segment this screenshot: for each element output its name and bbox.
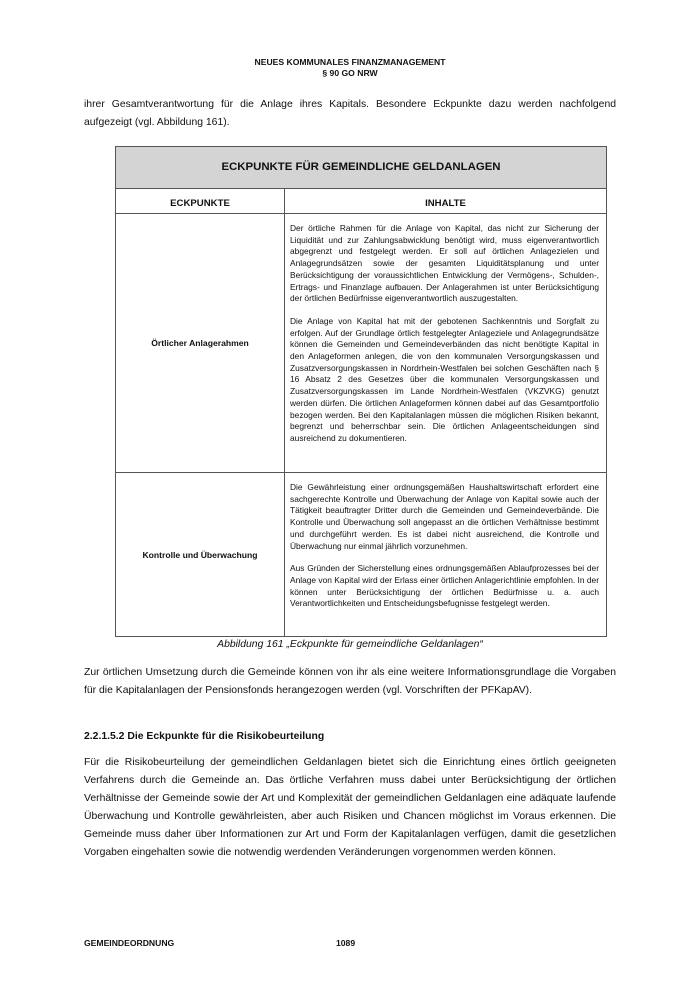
body-paragraph: Zur örtlichen Umsetzung durch die Gemeinde können von ihr als eine weitere Informationsgrundlage die Vorgaben für die Kapitalanlagen der Pensionsfonds herangezogen werden (vgl. Vorschriften der PFKapAV). bbox=[84, 667, 616, 696]
table-title: ECKPUNKTE FÜR GEMEINDLICHE GELDANLAGEN bbox=[116, 147, 606, 189]
eckpunkte-table bbox=[115, 146, 607, 637]
body-paragraph: Für die Risikobeurteilung der gemeindlichen Geldanlagen bietet sich die Einrichtung eines örtlich geeigneten Verfahrens durch die Gemeinde an. Das örtliche Verfahren muss dabei unter Berücksichtigung der örtlichen Verhältnisse der Gemeinde sowie der Art und Komplexität der gemeindlichen Geldanlagen eine adäquate laufende Überwachung und Kontrolle gewährleisten, aber auch Risiken und Chancen möglichst im Voraus erkennen. Die Gemeinde muss daher über Informationen zur Art und Form der Kapitalanlagen verfügen, damit die gesetzlichen Vorgaben eingehalten sowie die notwendig werdenden Veränderungen vorgenommen werden können. bbox=[84, 757, 616, 858]
row-paragraph: Der örtliche Rahmen für die Anlage von Kapital, das nicht zur Sicherung der Liquidität und zur Zahlungsabwicklung benötigt wird, muss eigenverantwortlich abgegrenzt und festgelegt werden. Er soll auf örtlichen Anlagezielen und Anlagegrundsätzen sowie der gesamten Liquiditätsplanung und unter Berücksichtigung der voraussichtlichen Entwicklung der Vermögens-, Schulden-, Ertrags- und Finanzlage aufbauen. Der Anlagerahmen ist unter Berücksichtigung der örtlichen Bedürfnisse eigenverantwortlich auszugestalten. bbox=[290, 223, 599, 304]
row-paragraph: Die Gewährleistung einer ordnungsgemäßen Haushaltswirtschaft erfordert eine sachgerechte Kontrolle und Überwachung der Anlage von Kapital sowie auch der Tätigkeit beauftragter Dritter durch die Gemeinden und Gemeindeverbände. Die Kontrolle und Überwachung soll angepasst an die örtlichen Verhältnisse bestimmt und durchgeführt werden. Es ist dabei nicht ausreichend, die Kontrolle und Überwachung nur einmal jährlich vorzunehmen. bbox=[290, 482, 599, 551]
figure-caption: Abbildung 161 „Eckpunkte für gemeindliche Geldanlagen“ bbox=[217, 639, 483, 650]
row-paragraph: Aus Gründen der Sicherstellung eines ordnungsgemäßen Ablaufprozesses bei der Anlage von Kapital wird der Erlass einer örtlichen Anlagerichtlinie empfohlen. In der können unter Berücksichtigung der örtlichen Bedürfnisse u. a. auch Verantwortlichkeiten und Entscheidungsbefugnisse festgelegt werden. bbox=[290, 563, 599, 609]
row-label: Kontrolle und Überwachung bbox=[116, 473, 285, 636]
table-header-row bbox=[116, 189, 606, 214]
table-row bbox=[116, 214, 606, 473]
row-content bbox=[285, 214, 606, 472]
table-row bbox=[116, 473, 606, 636]
footer-label: GEMEINDEORDNUNG bbox=[84, 938, 175, 948]
row-content bbox=[285, 473, 606, 636]
page-number: 1089 bbox=[336, 938, 356, 948]
column-header-eckpunkte: ECKPUNKTE bbox=[116, 189, 285, 213]
page-header bbox=[0, 57, 700, 79]
header-subtitle: § 90 GO NRW bbox=[322, 68, 378, 78]
row-label: Örtlicher Anlagerahmen bbox=[116, 214, 285, 472]
intro-paragraph: ihrer Gesamtverantwortung für die Anlage ihres Kapitals. Besondere Eckpunkte dazu werden nachfolgend aufgezeigt (vgl. Abbildung 161). bbox=[84, 99, 616, 128]
row-paragraph: Die Anlage von Kapital hat mit der gebotenen Sachkenntnis und Sorgfalt zu erfolgen. Auf der Grundlage örtlich festgelegter Anlageziele und Anlagegrundsätze können die Gemeinden und Gemeindeverbänden das nicht benötigte Kapital in den Anlageformen anlegen, die von den kommunalen Versorgungskassen und Zusatzversorgungskassen in Nordrhein-Westfalen bei solchen Geschäften nach § 16 Absatz 2 des Gesetzes über die kommunalen Versorgungskassen und Zusatzversorgungskassen im Lande Nordrhein-Westfalen (VKZVKG) genutzt werden dürfen. Die örtlichen Anlageformen können dabei auf das Gesamtportfolio bezogen werden. Bei den Kapitalanlagen müssen die möglichen Risiken bekannt, begrenzt und beherrschbar sein. Die örtlichen Anlageentscheidungen sind ausreichend zu dokumentieren. bbox=[290, 315, 599, 443]
column-header-inhalte: INHALTE bbox=[425, 198, 466, 209]
section-heading: 2.2.1.5.2 Die Eckpunkte für die Risikobeurteilung bbox=[84, 731, 325, 742]
header-title: NEUES KOMMUNALES FINANZMANAGEMENT bbox=[254, 57, 446, 67]
